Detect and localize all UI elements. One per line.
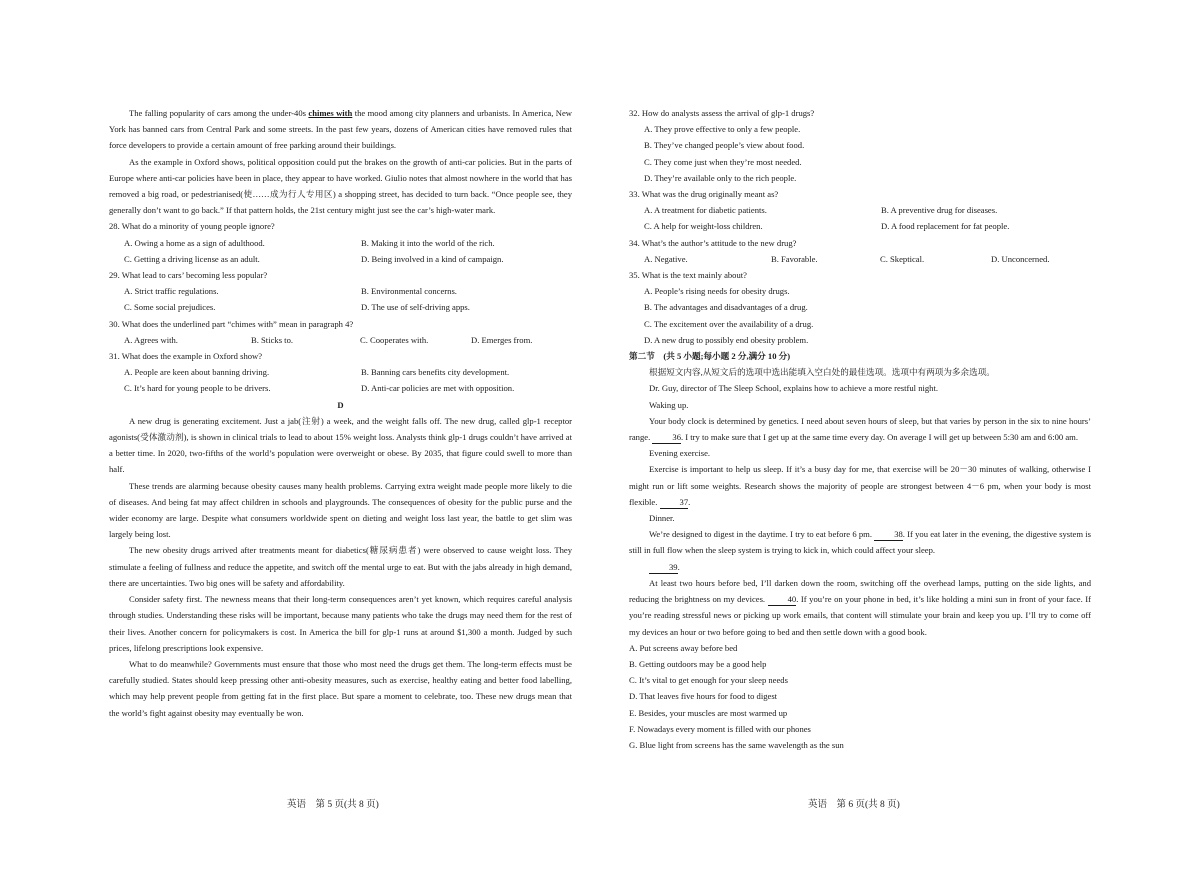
option-b[interactable]: B. A preventive drug for diseases.	[881, 205, 998, 216]
option-b[interactable]: B. Environmental concerns.	[361, 286, 457, 297]
paragraph-evening-exercise: Exercise is important to help us sleep. If it’s a busy day for me, that exercise will be 20－30 minutes of walking, otherwise I might run or lift some weights. Research shows the majority of people are strongest between 4－6 pm, when your body is most flexible. 37.	[629, 464, 1091, 507]
section-d-heading: D	[337, 399, 344, 410]
question-33	[629, 186, 1091, 235]
option-d[interactable]: D. Unconcerned.	[991, 253, 1050, 264]
choice-g[interactable]: G. Blue light from screens has the same wavelength as the sun	[629, 739, 844, 750]
option-c[interactable]: C. A help for weight-loss children.	[644, 221, 763, 232]
option-c[interactable]: C. Getting a driving license as an adult.	[124, 253, 260, 264]
option-a[interactable]: A. A treatment for diabetic patients.	[644, 205, 767, 216]
paragraph-d-5: What to do meanwhile? Governments must ensure that those who most need the drugs get them. The long-term effects must be carefully studied. States should keep pressing other anti-obesity measures, such as exercise, healthy eating and better food labelling, which may help prevent people from getting fat in the first place. But spare a moment to celebrate, too. These new drugs mean that the world’s fight against obesity may eventually be won.	[109, 658, 572, 718]
paragraph-dinner: We’re designed to digest in the daytime. I try to eat before 6 pm. 38. If you eat later in the evening, the digestive system is still in full flow when the sleep system is trying to kick in, which could affect your sleep.	[629, 529, 1091, 556]
question-35	[629, 267, 1091, 348]
option-a[interactable]: A. Agrees with.	[124, 334, 178, 345]
blank-40[interactable]: 40	[768, 594, 797, 606]
choice-f[interactable]: F. Nowadays every moment is filled with our phones	[629, 723, 811, 734]
question-30	[109, 316, 572, 348]
option-c[interactable]: C. Cooperates with.	[360, 334, 429, 345]
choice-d[interactable]: D. That leaves five hours for food to digest	[629, 691, 778, 702]
option-b[interactable]: B. Banning cars benefits city development.	[361, 367, 510, 378]
blank-37[interactable]: 37	[660, 497, 689, 509]
option-a[interactable]: A. Negative.	[644, 253, 688, 264]
option-a[interactable]: A. They prove effective to only a few people.	[644, 124, 801, 135]
option-a[interactable]: A. People’s rising needs for obesity drugs.	[644, 286, 790, 297]
option-d[interactable]: D. A new drug to possibly end obesity problem.	[644, 334, 809, 345]
option-c[interactable]: C. Skeptical.	[880, 253, 925, 264]
question-34	[629, 235, 1091, 267]
paragraph-d-2: These trends are alarming because obesity causes many health problems. Carrying extra weight made people more likely to die of diseases. And being fat may affect children in schools and playgrounds. The consequences of obesity for the public purse and the wider economy are large. Despite what consumers worldwide spent on dieting and weight loss last year, the battle to get slim was largely being lost.	[109, 480, 572, 540]
choice-b[interactable]: B. Getting outdoors may be a good help	[629, 658, 767, 669]
question-29	[109, 267, 572, 316]
right-column	[629, 105, 1091, 753]
page-footer-6: 英语 第 6 页(共 8 页)	[808, 800, 900, 810]
sleep-intro: Dr. Guy, director of The Sleep School, explains how to achieve a more restful night.	[649, 383, 939, 394]
option-d[interactable]: D. Being involved in a kind of campaign.	[361, 253, 504, 264]
question-stem: 33. What was the drug originally meant as?	[629, 189, 779, 200]
option-d[interactable]: D. Emerges from.	[471, 334, 533, 345]
paragraph-waking-up: Your body clock is determined by genetics. I need about seven hours of sleep, but that varies by person in the six to nine hours’ range. 36. I try to make sure that I get up at the same time every day. On average I will get up between 5:30 am and 6:00 am.	[629, 415, 1091, 443]
option-c[interactable]: C. The excitement over the availability of a drug.	[644, 318, 814, 329]
option-a[interactable]: A. People are keen about banning driving.	[124, 367, 270, 378]
choice-a[interactable]: A. Put screens away before bed	[629, 642, 738, 653]
option-d[interactable]: D. The use of self-driving apps.	[361, 302, 470, 313]
question-stem: 28. What do a minority of young people ignore?	[109, 221, 275, 232]
option-d[interactable]: D. Anti-car policies are met with opposition.	[361, 383, 515, 394]
paragraph-cars-2: As the example in Oxford shows, political opposition could put the brakes on the growth of anti-car policies. But in the parts of Europe where anti-car policies have been in place, they appear to have worked. Giulio notes that almost nowhere in the world that has removed a big road, or pedestrianised(使……成为行人专用区) a shopping street, has decided to turn back. “Once people see, they generally don’t want to go back.” If that pattern holds, the 21st century might just see the car’s high-water mark.	[109, 156, 572, 216]
option-a[interactable]: A. Strict traffic regulations.	[124, 286, 219, 297]
option-d[interactable]: D. They’re available only to the rich people.	[644, 172, 797, 183]
option-c[interactable]: C. They come just when they’re most needed.	[644, 156, 802, 167]
left-column	[109, 105, 572, 721]
heading-waking-up: Waking up.	[649, 399, 689, 410]
choice-e[interactable]: E. Besides, your muscles are most warmed up	[629, 707, 788, 718]
blank-38[interactable]: 38	[874, 529, 903, 541]
option-a[interactable]: A. Owing a home as a sign of adulthood.	[124, 237, 265, 248]
blank-39[interactable]: 39	[649, 562, 678, 574]
question-32	[629, 105, 1091, 186]
option-b[interactable]: B. They’ve changed people’s view about food.	[644, 140, 805, 151]
option-b[interactable]: B. Favorable.	[771, 253, 818, 264]
underlined-phrase: chimes with	[308, 108, 353, 118]
paragraph-cars-1: The falling popularity of cars among the under-40s chimes with the mood among city planners and urbanists. In America, New York has banned cars from Central Park and some streets. In the past few years, dozens of American cities have removed rules that force developers to provide a certain amount of free parking around their buildings.	[109, 108, 572, 151]
question-stem: 30. What does the underlined part “chimes with” mean in paragraph 4?	[109, 318, 354, 329]
section-2-title: 第二节 (共 5 小题;每小题 2 分,满分 10 分)	[629, 351, 791, 362]
question-stem: 32. How do analysts assess the arrival of glp-1 drugs?	[629, 108, 815, 118]
option-c[interactable]: C. Some social prejudices.	[124, 302, 216, 313]
paragraph-before-bed: At least two hours before bed, I’ll darken down the room, switching off the overhead lamps, putting on the side lights, and reducing the brightness on my devices. 40. If you’re on your phone in bed, it’s like holding a mini sun in front of your face. If you’re reading stressful news or picking up work emails, that content will stimulate your brain and keep you up. I’ll try to come off my devices an hour or two before going to bed and then settle down with a good book.	[629, 577, 1091, 637]
choice-list	[629, 640, 1091, 753]
option-b[interactable]: B. Sticks to.	[251, 334, 294, 345]
question-28	[109, 218, 572, 267]
heading-evening-exercise: Evening exercise.	[649, 448, 711, 459]
page-footer-5: 英语 第 5 页(共 8 页)	[287, 800, 379, 810]
question-stem: 34. What’s the author’s attitude to the new drug?	[629, 237, 797, 248]
paragraph-dinner-blank: 39.	[629, 559, 1091, 575]
question-stem: 31. What does the example in Oxford show?	[109, 351, 263, 362]
question-31	[109, 348, 572, 397]
option-c[interactable]: C. It’s hard for young people to be drivers.	[124, 383, 271, 394]
heading-dinner: Dinner.	[649, 513, 675, 524]
paragraph-d-4: Consider safety first. The newness means that their long-term consequences aren’t yet known, which requires careful analysis through studies. Understanding these risks will be important, because many patients who take the drugs may need them for the rest of their lives. Another concern for policymakers is cost. In America the bill for glp-1 runs at around $1,300 a month. Judged by such prices, lifelong prescriptions look expensive.	[109, 594, 572, 653]
question-stem: 35. What is the text mainly about?	[629, 270, 747, 281]
option-d[interactable]: D. A food replacement for fat people.	[881, 221, 1010, 232]
paragraph-d-1: A new drug is generating excitement. Just a jab(注射) a week, and the weight falls off. The new drug, called glp-1 receptor agonists(受体激动剂), is shown in clinical trials to lead to about 15% weight loss. Analysts think glp-1 drugs couldn’t have arrived at a better time. In 2020, two-fifths of the world’s population were overweight or obese. By 2035, that figure could swell to more than half.	[109, 415, 572, 475]
choice-c[interactable]: C. It’s vital to get enough for your sleep needs	[629, 675, 788, 686]
option-b[interactable]: B. The advantages and disadvantages of a drug.	[644, 302, 808, 313]
paragraph-d-3: The new obesity drugs arrived after treatments meant for diabetics(糖尿病患者) were observed to cause weight loss. They stimulate a feeling of fullness and reduce the appetite, and switch off the mental urge to eat. But with the jabs already in high demand, there are uncertainties. Two big ones will be safety and affordability.	[109, 545, 572, 588]
blank-36[interactable]: 36	[652, 432, 681, 444]
option-b[interactable]: B. Making it into the world of the rich.	[361, 237, 495, 248]
question-stem: 29. What lead to cars’ becoming less popular?	[109, 270, 268, 281]
section-2-instructions: 根据短文内容,从短文后的选项中选出能填入空白处的最佳选项。选项中有两项为多余选项。	[649, 367, 995, 378]
